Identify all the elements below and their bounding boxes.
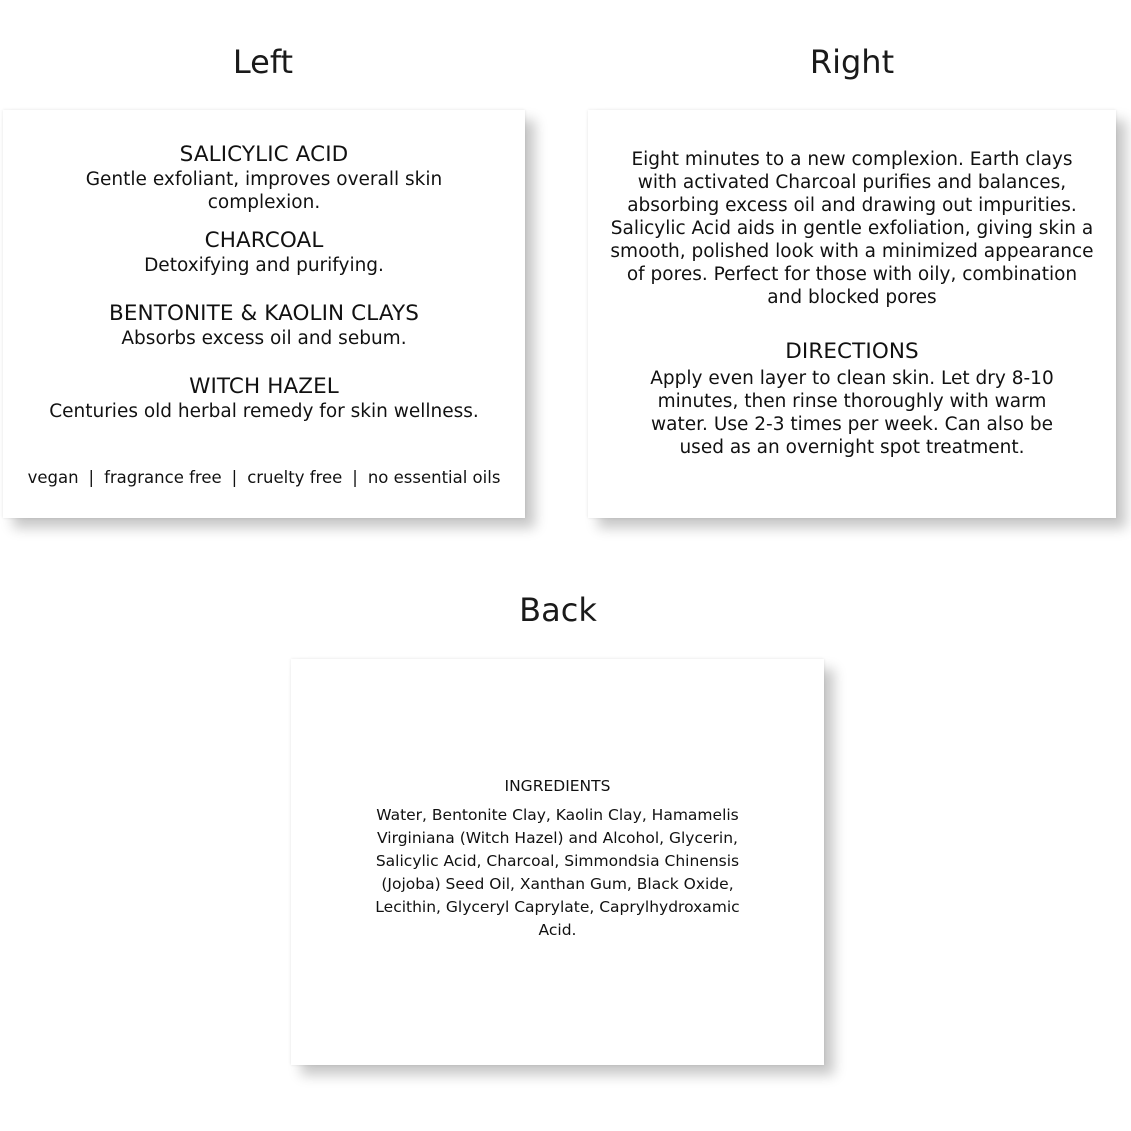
directions-text: Apply even layer to clean skin. Let dry 8-10 minutes, then rinse thoroughly with warm water. Use 2-3 times per week. Can also be used as an overnight spot treatment. [650,368,1054,458]
section-witch-hazel [3,374,525,423]
tag: cruelty free [247,468,343,487]
section-salicylic-acid [3,142,525,214]
tag: no essential oils [367,468,501,487]
back-panel-label: Back [519,591,597,629]
tag: fragrance free [104,468,222,487]
attribute-tags [3,467,525,489]
ingredients-heading: INGREDIENTS [504,777,611,795]
tag: vegan [27,468,79,487]
tag-separator: | [352,468,358,487]
section-description: Centuries old herbal remedy for skin wellness. [49,401,479,422]
section-heading: SALICYLIC ACID [179,142,349,167]
product-description: Eight minutes to a new complexion. Earth clays with activated Charcoal purifies and balances, absorbing excess oil and drawing out impurities. Salicylic Acid aids in gentle exfoliation, giving skin a smooth, polished look with a minimized appearance of pores. Perfect for those with oily, combination and blocked pores [610,149,1094,308]
section-description: Absorbs excess oil and sebum. [121,328,407,349]
directions-heading: DIRECTIONS [785,339,919,364]
tag-separator: | [231,468,238,487]
tag-separator: | [88,468,95,487]
right-label-card [588,110,1116,518]
left-label-card [3,110,525,518]
section-charcoal [3,228,525,277]
back-label-card [291,659,824,1065]
section-heading: CHARCOAL [204,228,324,253]
section-description: Detoxifying and purifying. [144,255,384,276]
section-heading: BENTONITE & KAOLIN CLAYS [109,301,419,326]
section-description: Gentle exfoliant, improves overall skin complexion. [85,169,443,213]
left-panel-label: Left [232,43,294,81]
right-panel-label: Right [809,43,895,81]
section-heading: WITCH HAZEL [189,374,339,399]
ingredients-list: Water, Bentonite Clay, Kaolin Clay, Hamamelis Virginiana (Witch Hazel) and Alcohol, Glycerin, Salicylic Acid, Charcoal, Simmondsia Chinensis (Jojoba) Seed Oil, Xanthan Gum, Black Oxide, Lecithin, Glyceryl Caprylate, Caprylhydroxamic Acid. [375,806,740,939]
section-bentonite-kaolin [3,301,525,350]
